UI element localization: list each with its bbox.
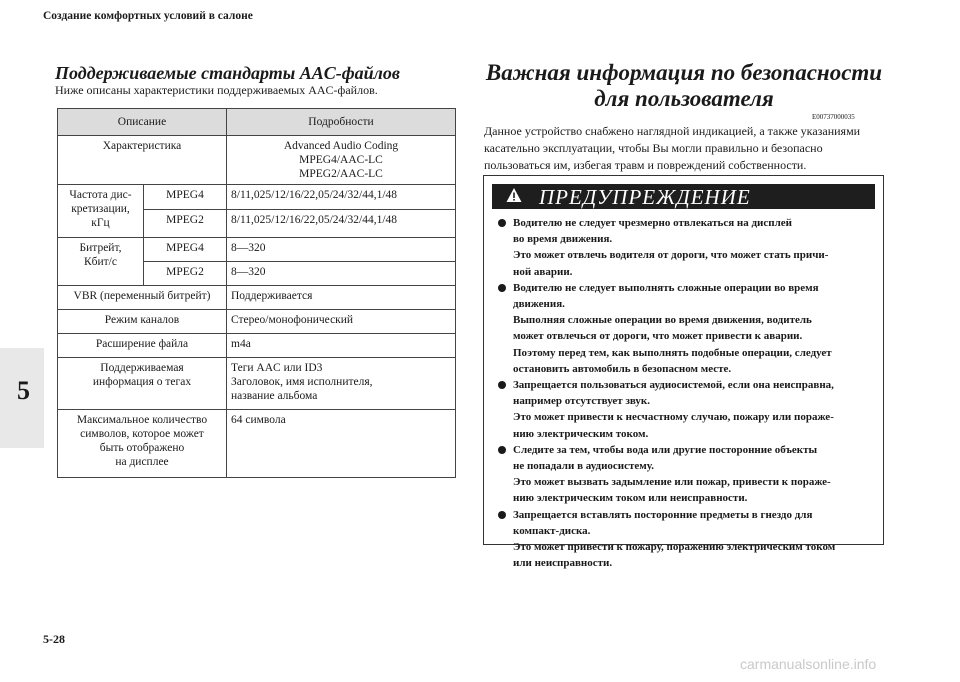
bullet-icon (498, 511, 506, 519)
row-value-vbr: Поддерживается (227, 286, 456, 310)
reference-code: E00737000035 (812, 113, 855, 121)
table-row (58, 334, 456, 358)
row-label-tag-info: Поддерживаемая информация о тегах (58, 358, 227, 410)
warning-item-text: Запрещается вставлять посторонние предметы в гнездо для компакт-диска. Это может привести к пожару, поражению электрическим током или неисправности. (513, 508, 836, 570)
list-item (494, 442, 873, 507)
warning-item-text: Водителю не следует чрезмерно отвлекаться на дисплей во время движения. Это может отвлечь водителя от дороги, что может стать причи- ной аварии. (513, 217, 829, 278)
list-item (494, 377, 873, 442)
warning-header (492, 184, 875, 209)
row-value-max-characters: 64 символа (227, 410, 456, 478)
row-value-tag-info: Теги AAC или ID3 Заголовок, имя исполнителя, название альбома (227, 358, 456, 410)
row-label-channel-mode: Режим каналов (58, 310, 227, 334)
row-value-bitrate-mpeg2: 8—320 (227, 262, 456, 286)
table-row (58, 238, 456, 262)
row-label-characteristic: Характеристика (58, 136, 227, 185)
watermark: carmanualsonline.info (740, 656, 877, 672)
chapter-tab (0, 348, 44, 448)
chapter-number: 5 (17, 376, 30, 405)
warning-list (484, 209, 883, 571)
row-value-sampling-mpeg4: 8/11,025/12/16/22,05/24/32/44,1/48 (227, 185, 456, 210)
column-header-description: Описание (58, 109, 227, 136)
table-row (58, 310, 456, 334)
row-value-file-extension: m4a (227, 334, 456, 358)
table-row (58, 286, 456, 310)
bullet-icon (498, 219, 506, 227)
row-sub-mpeg4: MPEG4 (144, 238, 227, 262)
safety-intro-text: Данное устройство снабжено наглядной индикацией, а также указаниями касательно эксплуатации, чтобы Вы могли правильно и безопасно пользоваться им, избегая травм и повреждений собственности. (484, 124, 861, 172)
list-item (494, 215, 873, 280)
bullet-icon (498, 284, 506, 292)
row-label-bitrate: Битрейт, Кбит/с (58, 238, 144, 286)
row-sub-mpeg2: MPEG2 (144, 262, 227, 286)
row-value-characteristic: Advanced Audio Coding MPEG4/AAC-LC MPEG2/AAC-LC (227, 136, 456, 185)
warning-box (483, 175, 884, 570)
table-row (58, 358, 456, 410)
row-sub-mpeg2: MPEG2 (144, 210, 227, 238)
row-label-vbr: VBR (переменный битрейт) (58, 286, 227, 310)
warning-item-text: Водителю не следует выполнять сложные операции во время движения. Выполняя сложные операции во время движения, водитель может отвлечься от дороги, что может привести к аварии. Поэтому перед тем, как выполнять подобные операции, следует остановить автомобиль в безопасном месте. (513, 281, 832, 375)
aac-section-title: Поддерживаемые стандарты AAC-файлов (55, 63, 400, 83)
list-item (494, 507, 873, 572)
warning-heading: ПРЕДУПРЕЖДЕНИЕ (539, 185, 751, 209)
safety-section-title: Важная информация по безопасности для пользователя (485, 60, 883, 111)
aac-spec-table (57, 108, 456, 478)
row-value-channel-mode: Стерео/монофонический (227, 310, 456, 334)
list-item (494, 280, 873, 377)
bullet-icon (498, 381, 506, 389)
page-number: 5-28 (43, 632, 65, 646)
page-header: Создание комфортных условий в салоне (43, 10, 253, 22)
row-value-bitrate-mpeg4: 8—320 (227, 238, 456, 262)
row-label-max-characters: Максимальное количество символов, которое может быть отображено на дисплее (58, 410, 227, 478)
table-row (58, 410, 456, 478)
table-header-row (58, 109, 456, 136)
row-label-file-extension: Расширение файла (58, 334, 227, 358)
warning-item-text: Запрещается пользоваться аудиосистемой, если она неисправна, например отсутствует звук. Это может привести к несчастному случаю, пожару или пораже- нию электрическим током. (513, 379, 834, 440)
warning-item-text: Следите за тем, чтобы вода или другие посторонние объекты не попадали в аудиосистему. Это может вызвать задымление или пожар, привести к пораже- нию электрическим током или неисправности. (513, 443, 831, 505)
table-row (58, 185, 456, 210)
row-label-sampling-rate: Частота дис- кретизации, кГц (58, 185, 144, 238)
row-value-sampling-mpeg2: 8/11,025/12/16/22,05/24/32/44,1/48 (227, 210, 456, 238)
column-header-details: Подробности (227, 109, 456, 136)
row-sub-mpeg4: MPEG4 (144, 185, 227, 210)
aac-section-intro: Ниже описаны характеристики поддерживаемых AAC-файлов. (55, 83, 378, 97)
table-row (58, 136, 456, 185)
warning-triangle-icon (506, 187, 522, 203)
bullet-icon (498, 446, 506, 454)
